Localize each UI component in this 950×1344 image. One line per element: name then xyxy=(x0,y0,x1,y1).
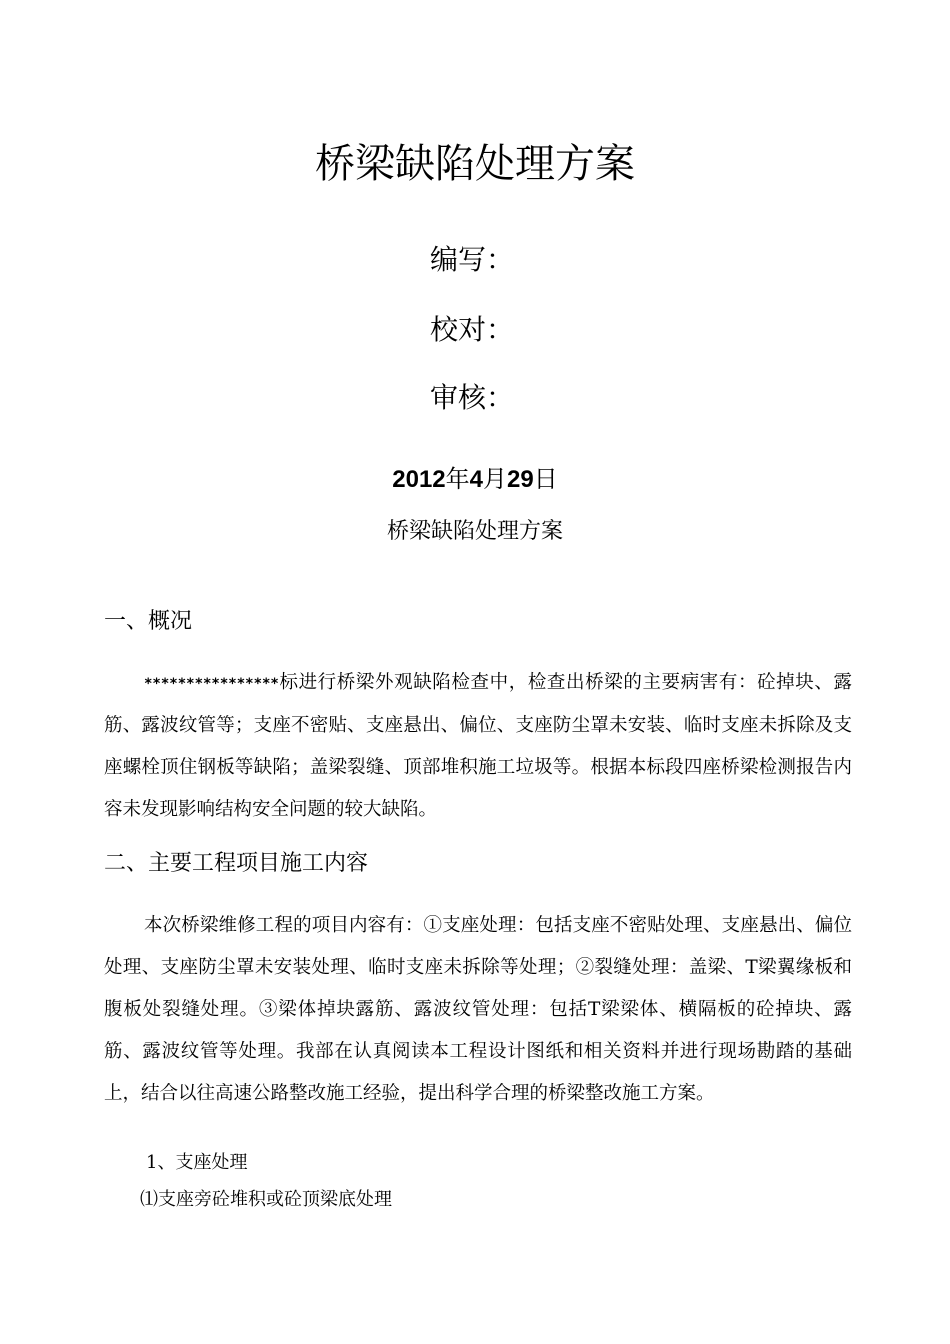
date-month-unit: 月 xyxy=(483,466,508,493)
redacted-project-name: **************** xyxy=(144,676,279,692)
date-year: 2012 xyxy=(392,466,446,493)
overview-paragraph xyxy=(104,662,852,831)
date-month: 4 xyxy=(469,466,484,493)
author-label: 编写： xyxy=(430,243,515,276)
overview-body: 标进行桥梁外观缺陷检查中，检查出桥梁的主要病害有：砼掉块、露筋、露波纹管等；支座不密贴、支座悬出、偏位、支座防尘罩未安装、临时支座未拆除及支座螺栓顶住钢板等缺陷；盖梁裂缝、顶部堆积施工垃圾等。根据本标段四座桥梁检测报告内容未发现影响结构安全问题的较大缺陷。 xyxy=(104,672,852,820)
bearing-item-label: 1、支座处理 xyxy=(146,1152,248,1173)
bearing-sub-item-label: ⑴支座旁砼堆积或砼顶梁底处理 xyxy=(140,1189,392,1210)
date-year-unit: 年 xyxy=(445,466,470,493)
proofread-label: 校对： xyxy=(430,313,515,346)
document-subtitle: 桥梁缺陷处理方案 xyxy=(386,519,563,544)
document-title: 桥梁缺陷处理方案 xyxy=(315,141,635,187)
document-date xyxy=(0,463,950,497)
date-day-unit: 日 xyxy=(533,466,558,493)
date-day: 29 xyxy=(507,466,534,493)
section-heading-main-works: 二、主要工程项目施工内容 xyxy=(104,851,369,876)
main-works-paragraph: 本次桥梁维修工程的项目内容有：①支座处理：包括支座不密贴处理、支座悬出、偏位处理、支座防尘罩未安装处理、临时支座未拆除等处理；②裂缝处理：盖梁、T梁翼缘板和腹板处裂缝处理。③梁体掉块露筋、露波纹管处理：包括T梁梁体、横隔板的砼掉块、露筋、露波纹管等处理。我部在认真阅读本工程设计图纸和相关资料并进行现场勘踏的基础上，结合以往高速公路整改施工经验，提出科学合理的桥梁整改施工方案。 xyxy=(104,915,852,1104)
review-label: 审核： xyxy=(430,381,515,414)
section-heading-overview: 一、概况 xyxy=(104,609,193,634)
